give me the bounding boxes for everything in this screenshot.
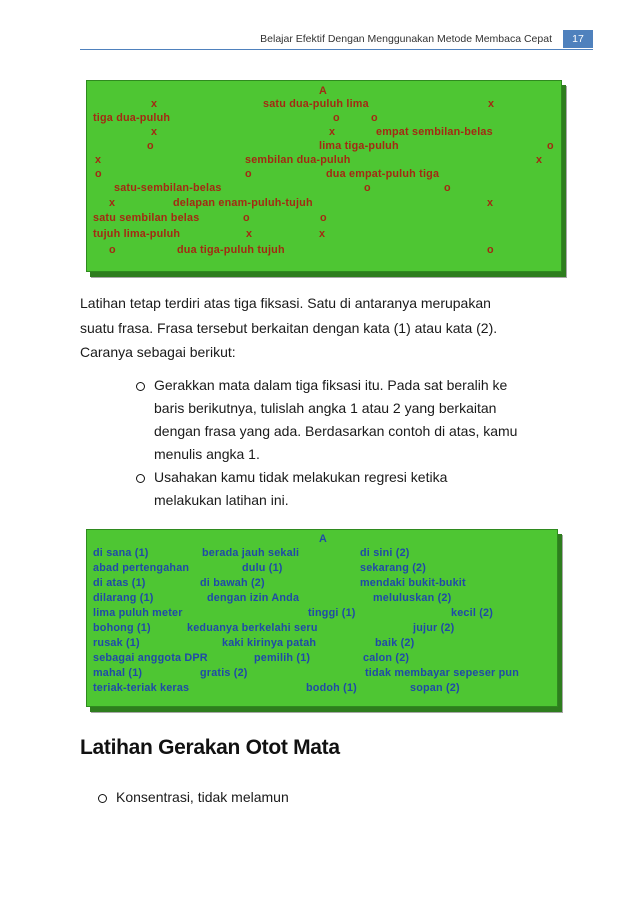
section-heading: Latihan Gerakan Otot Mata	[80, 736, 340, 759]
page-number-badge: 17	[563, 30, 593, 48]
instruction-paragraph	[80, 291, 580, 365]
exercise-item: x	[488, 98, 495, 110]
exercise-item: dua empat-puluh tiga	[326, 168, 440, 180]
exercise-item: lima puluh meter	[93, 607, 183, 619]
exercise-item: sembilan dua-puluh	[245, 154, 351, 166]
exercise-item: di atas (1)	[93, 577, 146, 589]
exercise-panel-numbers	[86, 80, 562, 272]
exercise-item: o	[371, 112, 378, 124]
exercise-item: o	[245, 168, 252, 180]
exercise-item: dilarang (1)	[93, 592, 154, 604]
bullet-circle-icon	[136, 474, 145, 483]
exercise-item: o	[109, 244, 116, 256]
list-item-line: Konsentrasi, tidak melamun	[116, 789, 289, 805]
exercise-item: x	[329, 126, 336, 138]
exercise-item: tujuh lima-puluh	[93, 228, 181, 240]
exercise-item: bohong (1)	[93, 622, 151, 634]
exercise-item: mahal (1)	[93, 667, 143, 679]
exercise-item: teriak-teriak keras	[93, 682, 190, 694]
exercise-item: kaki kirinya patah	[222, 637, 317, 649]
exercise-item: o	[333, 112, 340, 124]
exercise-item: o	[95, 168, 102, 180]
header-divider	[80, 49, 593, 50]
exercise-item: abad pertengahan	[93, 562, 190, 574]
list-item-line: dengan frasa yang ada. Berdasarkan contoh di atas, kamu	[154, 423, 518, 439]
exercise-item: dengan izin Anda	[207, 592, 300, 604]
exercise-heading: A	[319, 533, 327, 545]
exercise-item: o	[444, 182, 451, 194]
exercise-item: o	[320, 212, 327, 224]
exercise-item: di sana (1)	[93, 547, 149, 559]
exercise-item: lima tiga-puluh	[319, 140, 399, 152]
exercise-item: tiga dua-puluh	[93, 112, 171, 124]
exercise-item: o	[243, 212, 250, 224]
exercise-item: calon (2)	[363, 652, 410, 664]
eye-exercise-list	[98, 786, 498, 809]
exercise-item: tinggi (1)	[308, 607, 356, 619]
exercise-item: satu sembilan belas	[93, 212, 200, 224]
exercise-item: bodoh (1)	[306, 682, 357, 694]
list-item-line: Usahakan kamu tidak melakukan regresi ketika	[154, 469, 448, 485]
exercise-item: x	[95, 154, 102, 166]
exercise-item: satu-sembilan-belas	[114, 182, 222, 194]
exercise-item: tidak membayar sepeser pun	[365, 667, 520, 679]
exercise-item: x	[109, 197, 116, 209]
list-item	[136, 466, 576, 512]
exercise-item: kecil (2)	[451, 607, 494, 619]
exercise-item: gratis (2)	[200, 667, 248, 679]
list-item	[136, 374, 576, 466]
bullet-circle-icon	[136, 382, 145, 391]
exercise-item: o	[364, 182, 371, 194]
running-header-title: Belajar Efektif Dengan Menggunakan Metode Membaca Cepat	[260, 33, 552, 45]
paragraph-line: Latihan tetap terdiri atas tiga fiksasi. Satu di antaranya merupakan	[80, 295, 491, 311]
exercise-item: empat sembilan-belas	[376, 126, 493, 138]
exercise-item: baik (2)	[375, 637, 415, 649]
bullet-circle-icon	[98, 794, 107, 803]
exercise-item: dulu (1)	[242, 562, 283, 574]
list-item-line: baris berikutnya, tulislah angka 1 atau 2 yang berkaitan	[154, 400, 497, 416]
exercise-item: x	[319, 228, 326, 240]
exercise-item: rusak (1)	[93, 637, 140, 649]
exercise-item: x	[487, 197, 494, 209]
exercise-item: x	[246, 228, 253, 240]
exercise-item: di sini (2)	[360, 547, 410, 559]
exercise-item: satu dua-puluh lima	[263, 98, 369, 110]
list-item	[98, 786, 498, 809]
exercise-item: x	[151, 98, 158, 110]
exercise-panel-phrases	[86, 529, 558, 707]
exercise-item: mendaki bukit-bukit	[360, 577, 466, 589]
exercise-item: x	[151, 126, 158, 138]
exercise-item: sekarang (2)	[360, 562, 427, 574]
paragraph-line: Caranya sebagai berikut:	[80, 344, 236, 360]
exercise-item: di bawah (2)	[200, 577, 265, 589]
exercise-item: pemilih (1)	[254, 652, 311, 664]
exercise-item: dua tiga-puluh tujuh	[177, 244, 285, 256]
list-item-line: Gerakkan mata dalam tiga fiksasi itu. Pada sat beralih ke	[154, 377, 508, 393]
exercise-item: o	[547, 140, 554, 152]
exercise-heading: A	[319, 85, 327, 97]
exercise-item: o	[487, 244, 494, 256]
exercise-item: sebagai anggota DPR	[93, 652, 208, 664]
exercise-item: keduanya berkelahi seru	[187, 622, 318, 634]
exercise-item: sopan (2)	[410, 682, 460, 694]
exercise-item: x	[536, 154, 543, 166]
instruction-list	[136, 374, 576, 512]
exercise-item: delapan enam-puluh-tujuh	[173, 197, 313, 209]
list-item-line: menulis angka 1.	[154, 446, 260, 462]
paragraph-line: suatu frasa. Frasa tersebut berkaitan dengan kata (1) atau kata (2).	[80, 319, 498, 336]
exercise-item: jujur (2)	[413, 622, 455, 634]
list-item-line: melakukan latihan ini.	[154, 492, 289, 508]
exercise-item: o	[147, 140, 154, 152]
exercise-item: berada jauh sekali	[202, 547, 300, 559]
exercise-item: meluluskan (2)	[373, 592, 452, 604]
